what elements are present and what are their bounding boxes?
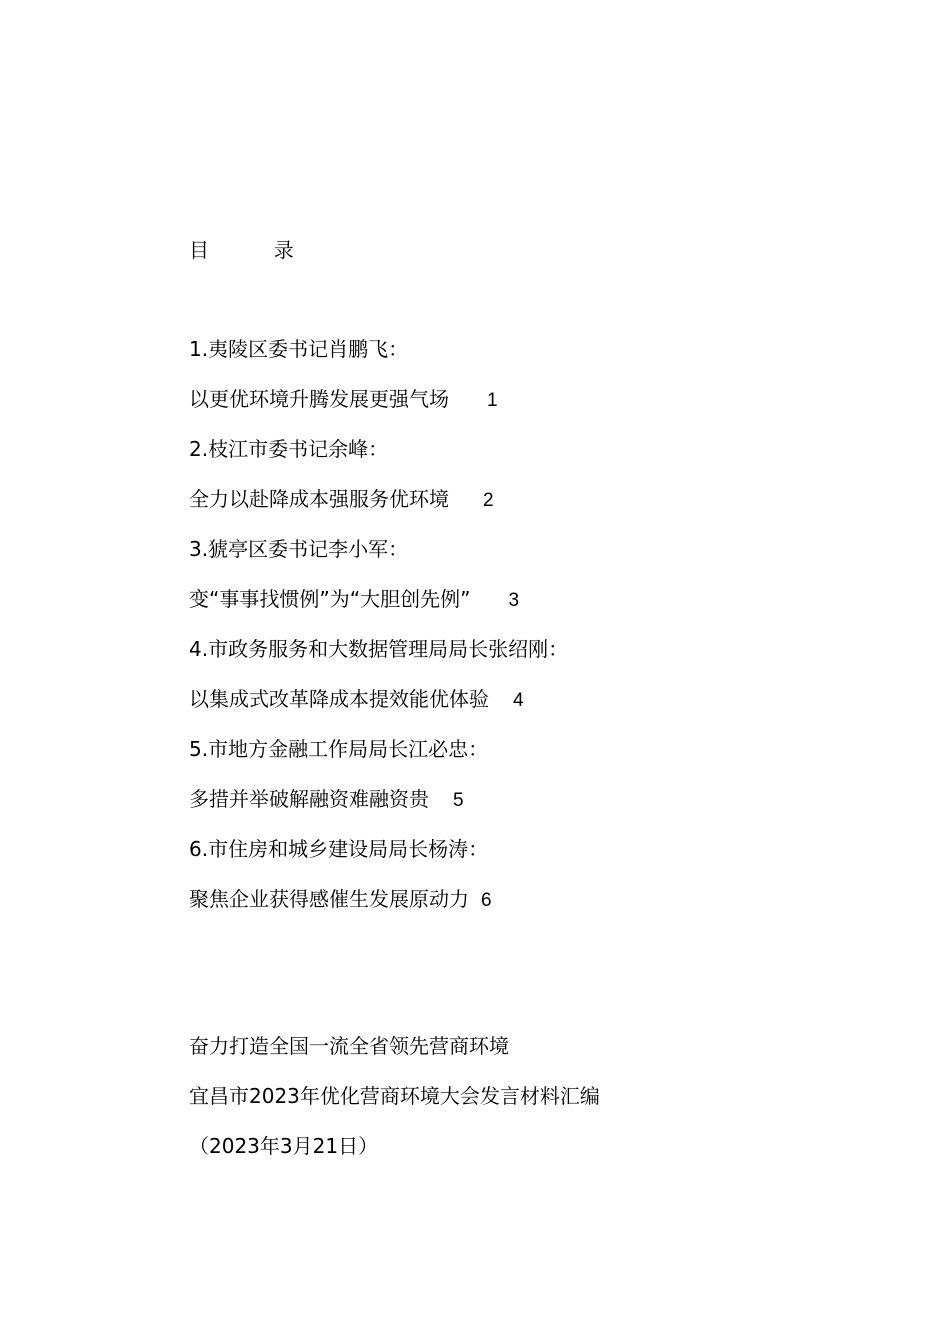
toc-page-number: 1 [487,390,498,411]
toc-title-line [189,886,789,936]
document-subtitle: 宜昌市2023年优化营商环境大会发言材料汇编 [189,1084,600,1108]
toc-entry-6 [189,836,789,936]
toc-entry-3 [189,536,789,636]
toc-entry-2 [189,436,789,536]
toc-title: 聚焦企业获得感催生发展原动力 [189,887,469,911]
toc-title-line [189,786,789,836]
toc-speaker: 1.夷陵区委书记肖鹏飞： [189,337,409,361]
toc-title-line [189,686,789,736]
toc-speaker: 2.枝江市委书记余峰： [189,437,389,461]
toc-title: 全力以赴降成本强服务优环境 [189,487,449,511]
document-date: （2023年3月21日） [189,1134,379,1158]
toc-title: 变“事事找惯例”为“大胆创先例” [189,587,471,611]
toc-title-line [189,386,789,436]
document-title: 奋力打造全国一流全省领先营商环境 [189,1034,509,1058]
table-of-contents [189,336,789,936]
toc-page-number: 6 [481,890,492,911]
toc-title: 以更优环境升腾发展更强气场 [189,387,449,411]
toc-entry-4 [189,636,789,736]
toc-page-number: 2 [483,490,494,511]
toc-title-line [189,586,789,636]
toc-page-number: 3 [508,590,520,611]
toc-page-number: 4 [513,690,524,711]
toc-heading: 目 录 [189,238,294,262]
toc-page-number: 5 [453,790,464,811]
toc-speaker: 4.市政务服务和大数据管理局局长张绍刚： [189,637,569,661]
toc-speaker: 6.市住房和城乡建设局局长杨涛： [189,837,489,861]
toc-speaker: 5.市地方金融工作局局长江必忠： [189,737,489,761]
toc-entry-1 [189,336,789,436]
toc-entry-5 [189,736,789,836]
toc-speaker: 3.猇亭区委书记李小军： [189,537,409,561]
toc-title: 多措并举破解融资难融资贵 [189,787,429,811]
toc-title: 以集成式改革降成本提效能优体验 [189,687,489,711]
document-title-block [189,1033,829,1183]
toc-title-line [189,486,789,536]
